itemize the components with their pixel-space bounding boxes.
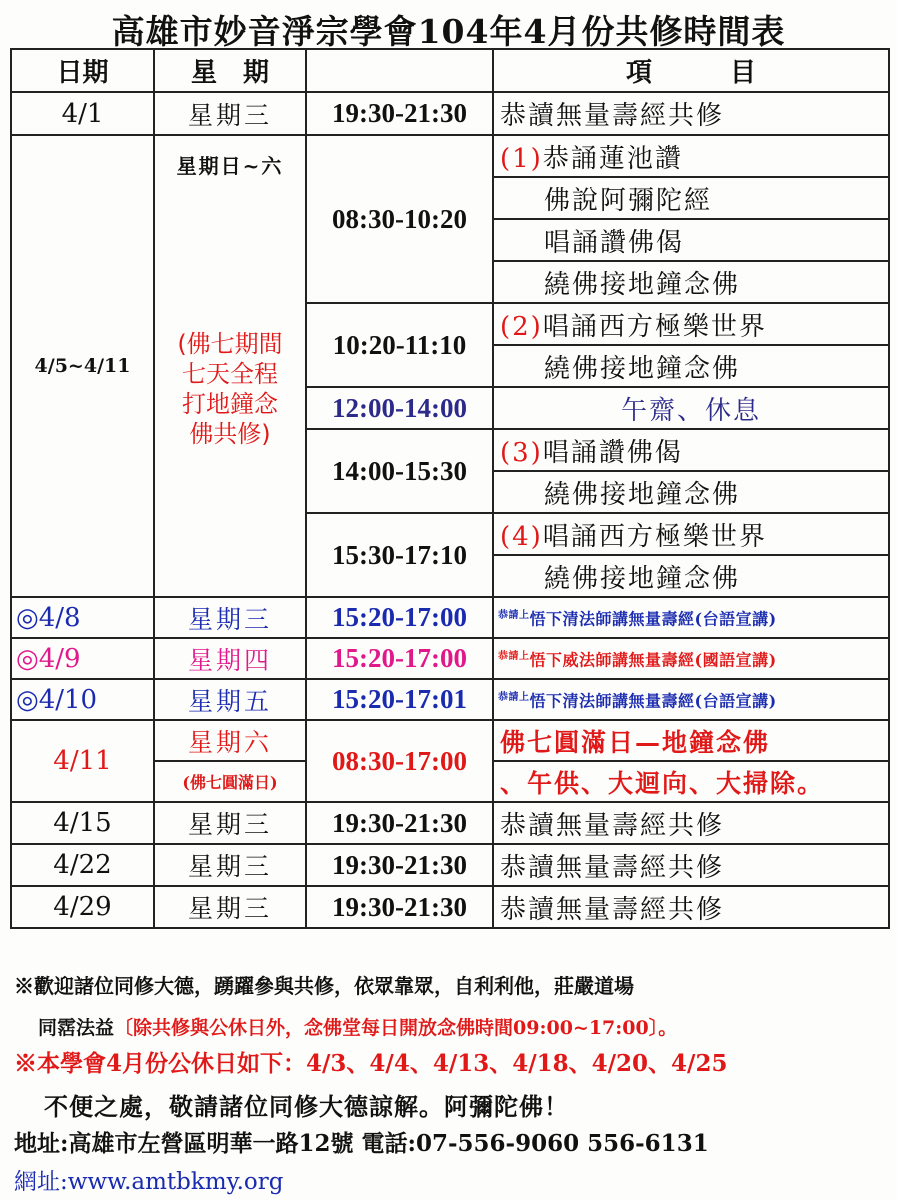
step-number: (1): [500, 143, 543, 174]
time-cell: 08:30-17:00: [306, 720, 493, 802]
step-number: (3): [500, 437, 543, 468]
item-cell: 午齋、休息: [493, 387, 889, 429]
date-cell: [11, 679, 154, 720]
schedule-table: [10, 48, 890, 929]
item-cell: 繞佛接地鐘念佛: [493, 261, 889, 303]
weekday-cell: 星期四: [154, 638, 306, 679]
time-cell: 19:30-21:30: [306, 802, 493, 844]
table-row: [11, 638, 889, 679]
table-row: [11, 92, 889, 135]
date-text: 4/8: [38, 602, 81, 633]
footer-website: 網址:www.amtbkmy.org: [14, 1169, 284, 1195]
item-cell: 恭讀無量壽經共修: [493, 802, 889, 844]
retreat-date-cell: 4/5~4/11: [11, 135, 154, 597]
header-row: [11, 49, 889, 92]
header-date: 日期: [11, 49, 154, 92]
honorific: 恭請上: [498, 691, 530, 703]
footer-line-2: [38, 1013, 677, 1040]
time-cell: 15:20-17:00: [306, 597, 493, 638]
weekday-cell: 星期三: [154, 844, 306, 886]
item-text: 唱誦讚佛偈: [542, 437, 683, 468]
weekday-cell: 星期三: [154, 92, 306, 135]
weekday-cell: 星期三: [154, 802, 306, 844]
lecture-text: 清法師講無量壽經(台語宣講): [562, 691, 777, 711]
date-cell: [11, 597, 154, 638]
item-cell: [493, 597, 889, 638]
date-cell: 4/22: [11, 844, 154, 886]
time-cell: 14:00-15:30: [306, 429, 493, 513]
step-number: (4): [500, 521, 543, 552]
footer-address: 地址:高雄市左營區明華一路12號 電話:07-556-9060 556-6131: [14, 1130, 709, 1157]
lecture-text: 清法師講無量壽經(台語宣講): [562, 609, 777, 629]
date-text: 4/10: [38, 684, 98, 715]
footer-line-1: ※歡迎諸位同修大德，踴躍參與共修，依眾靠眾，自利利他，莊嚴道場: [14, 974, 634, 998]
retreat-note-line: 七天全程: [182, 360, 278, 388]
double-circle-icon: ◎: [16, 643, 39, 674]
item-text: 唱誦西方極樂世界: [542, 311, 767, 342]
lecture-text: 威法師講無量壽經(國語宣講): [562, 650, 777, 670]
double-circle-icon: ◎: [16, 684, 39, 715]
item-cell: [493, 638, 889, 679]
honorific-name: 悟下: [529, 609, 563, 629]
time-cell: 15:20-17:01: [306, 679, 493, 720]
time-cell: 15:30-17:10: [306, 513, 493, 597]
item-cell: [493, 513, 889, 555]
item-cell: [493, 303, 889, 345]
weekday-cell: 星期六: [154, 720, 306, 761]
time-cell: 19:30-21:30: [306, 92, 493, 135]
item-cell: 恭讀無量壽經共修: [493, 886, 889, 928]
item-cell: 唱誦讚佛偈: [493, 219, 889, 261]
weekday-cell: 星期三: [154, 886, 306, 928]
time-cell: 10:20-11:10: [306, 303, 493, 387]
time-cell: 15:20-17:00: [306, 638, 493, 679]
weekday-sub-cell: (佛七圓滿日): [154, 761, 306, 802]
honorific-name: 悟下: [529, 650, 563, 670]
time-cell: 12:00-14:00: [306, 387, 493, 429]
retreat-note-line: (佛七期間: [177, 330, 283, 358]
date-text: 4/9: [38, 643, 81, 674]
table-row: [11, 886, 889, 928]
time-cell: 19:30-21:30: [306, 886, 493, 928]
item-cell: 佛說阿彌陀經: [493, 177, 889, 219]
retreat-weekday: 星期日~六: [176, 154, 284, 178]
retreat-note-line: 佛共修): [189, 420, 271, 448]
footer-line-4: 不便之處，敬請諸位同修大德諒解。阿彌陀佛！: [44, 1092, 569, 1121]
footer-text: 同霑法益: [38, 1017, 115, 1039]
item-text: 唱誦西方極樂世界: [542, 521, 767, 552]
honorific: 恭請上: [498, 609, 530, 621]
weekday-cell: 星期三: [154, 597, 306, 638]
item-cell: 繞佛接地鐘念佛: [493, 555, 889, 597]
footer-line-3: ※本學會4月份公休日如下：4/3、4/4、4/13、4/18、4/20、4/25: [14, 1050, 728, 1077]
header-time: [306, 49, 493, 92]
item-cell: 恭讀無量壽經共修: [493, 92, 889, 135]
double-circle-icon: ◎: [16, 602, 39, 633]
header-item: 項 目: [493, 49, 889, 92]
date-cell: 4/11: [11, 720, 154, 802]
item-text: 恭誦蓮池讚: [542, 143, 683, 174]
item-cell: 繞佛接地鐘念佛: [493, 471, 889, 513]
table-row: [11, 679, 889, 720]
date-cell: 4/15: [11, 802, 154, 844]
weekday-cell: 星期五: [154, 679, 306, 720]
step-number: (2): [500, 311, 543, 342]
item-cell: [493, 429, 889, 471]
table-row: [11, 844, 889, 886]
date-cell: [11, 638, 154, 679]
item-cell: 恭讀無量壽經共修: [493, 844, 889, 886]
item-cell: 繞佛接地鐘念佛: [493, 345, 889, 387]
item-cell: [493, 679, 889, 720]
table-row: [11, 597, 889, 638]
retreat-note: [155, 329, 305, 449]
footer-open-hours: 〔除共修與公休日外，念佛堂每日開放念佛時間09:00~17:00〕。: [114, 1017, 678, 1039]
retreat-note-line: 打地鐘念: [182, 390, 278, 418]
table-row: [11, 135, 889, 177]
table-row: [11, 720, 889, 761]
item-cell: 、午供、大迴向、大掃除。: [493, 761, 889, 802]
honorific-name: 悟下: [529, 691, 563, 711]
honorific: 恭請上: [498, 650, 530, 662]
item-cell: 佛七圓滿日—地鐘念佛: [493, 720, 889, 761]
item-cell: [493, 135, 889, 177]
time-cell: 19:30-21:30: [306, 844, 493, 886]
table-row: [11, 802, 889, 844]
date-cell: 4/29: [11, 886, 154, 928]
page-title: 高雄市妙音淨宗學會104年4月份共修時間表: [111, 12, 786, 51]
retreat-weekday-cell: [154, 135, 306, 597]
time-cell: 08:30-10:20: [306, 135, 493, 303]
header-weekday: 星 期: [154, 49, 306, 92]
date-cell: 4/1: [11, 92, 154, 135]
